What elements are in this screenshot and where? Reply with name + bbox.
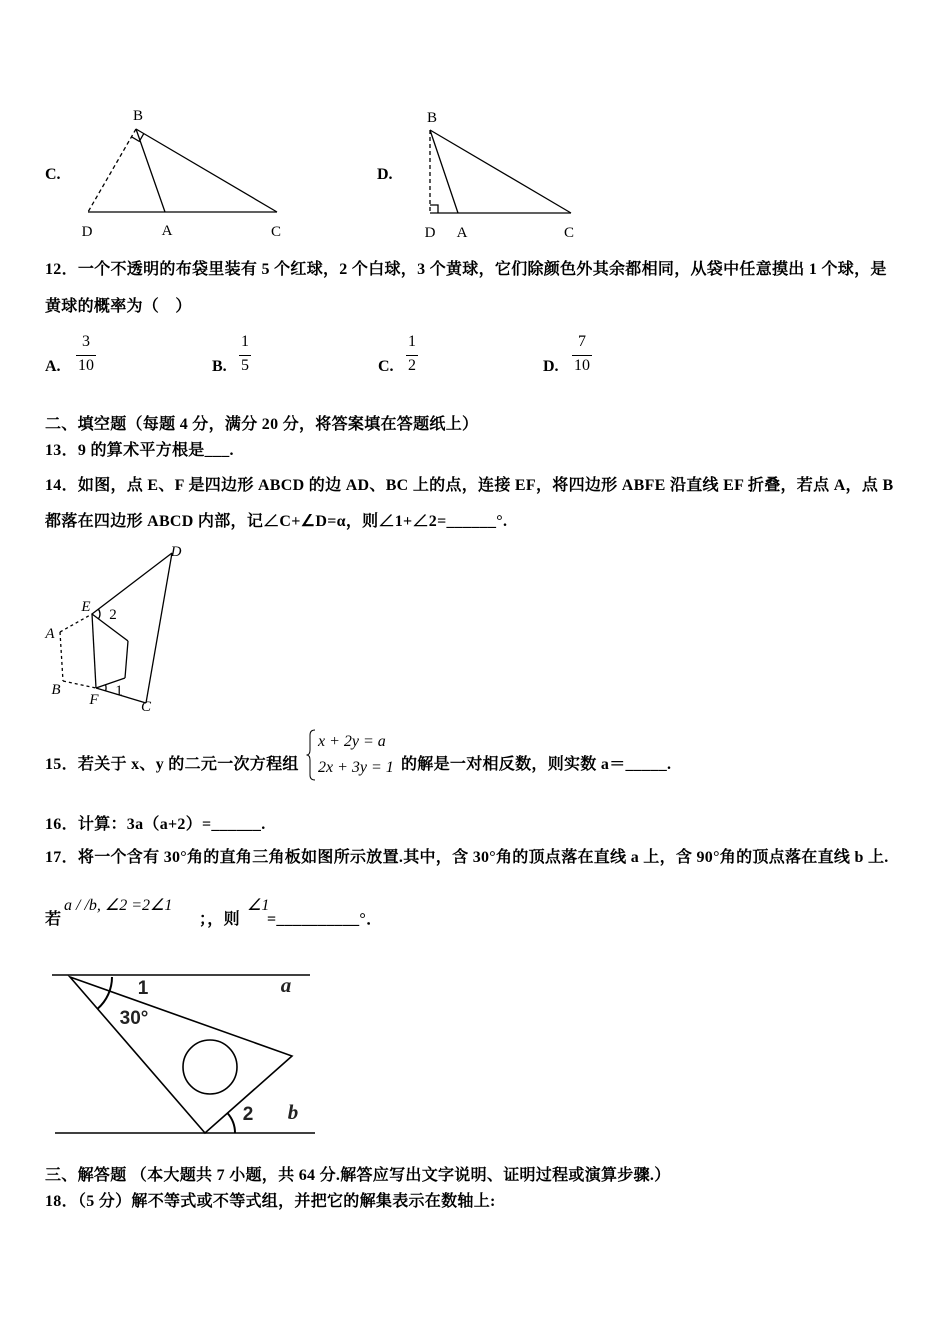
angle-2-arc	[98, 609, 100, 619]
numerator: 1	[408, 333, 416, 350]
angle-1-label: 1	[115, 683, 123, 699]
equation-2: 2x + 3y = 1	[318, 759, 394, 776]
segment-a-b-folded	[125, 641, 128, 678]
question-12-line-2: 黄球的概率为（ ）	[45, 298, 192, 315]
angle-2-label: 2	[109, 607, 117, 623]
option-d-figure	[415, 100, 590, 245]
point-f-label: F	[89, 692, 99, 708]
q12-option-b-label: B.	[212, 358, 227, 375]
segment-ab-dashed	[60, 632, 63, 681]
point-a-label: A	[161, 223, 173, 239]
question-17-figure	[45, 960, 325, 1145]
q12-option-a-fraction	[76, 332, 96, 376]
q12-option-c-label: C.	[378, 358, 394, 375]
question-15-prefix: 15．若关于 x、y 的二元一次方程组	[45, 756, 299, 773]
point-c-label: C	[563, 225, 575, 241]
segment-bd-dashed	[88, 129, 136, 212]
q12-option-c-fraction	[406, 332, 418, 376]
segment-ba	[136, 129, 165, 212]
segment-bc	[430, 130, 571, 213]
denominator: 5	[241, 357, 249, 374]
segment-dc	[146, 553, 172, 703]
segment-ef	[92, 614, 96, 688]
option-d-label: D.	[377, 166, 393, 183]
left-brace-icon	[306, 729, 316, 781]
question-17-prefix: 若	[45, 911, 62, 928]
question-16: 16．计算：3a（a+2）=______.	[45, 816, 266, 833]
option-c-figure	[75, 100, 295, 245]
ruler-hole	[183, 1040, 237, 1094]
q12-option-d-label: D.	[543, 358, 559, 375]
angle-1-arc	[98, 977, 112, 1009]
question-17-line-1: 17．将一个含有 30°角的直角三角板如图所示放置.其中，含 30°角的顶点落在直线 a 上，含 90°角的顶点落在直线 b 上.	[45, 849, 889, 866]
numerator: 3	[82, 333, 90, 350]
question-12-line-1: 12．一个不透明的布袋里装有 5 个红球，2 个白球，3 个黄球，它们除颜色外其余都相同，从袋中任意摸出 1 个球，是	[45, 261, 887, 278]
point-b-label: B	[132, 108, 144, 124]
question-13: 13．9 的算术平方根是___.	[45, 442, 234, 459]
angle-1-label: 1	[137, 978, 149, 999]
point-d-label: D	[81, 224, 93, 240]
question-17-suffix: =__________°．	[267, 911, 383, 928]
segment-bc	[136, 129, 277, 212]
point-b-label: B	[51, 682, 61, 698]
numerator: 7	[578, 333, 586, 350]
denominator: 10	[574, 357, 590, 374]
question-14-line-1: 14．如图，点 E、F 是四边形 ABCD 的边 AD、BC 上的点，连接 EF，将四边形 ABFE 沿直线 EF 折叠，若点 A，点 B	[45, 477, 894, 494]
question-14-figure	[40, 540, 190, 720]
line-a-label: a	[280, 973, 292, 997]
q12-option-d-fraction	[572, 332, 592, 376]
point-d-label: D	[170, 544, 182, 560]
question-14-line-2: 都落在四边形 ABCD 内部，记∠C+∠D=α，则∠1+∠2=______°.	[45, 513, 508, 530]
point-a-label: A	[456, 225, 468, 241]
point-c-label: C	[270, 224, 282, 240]
question-17-middle: ；，则	[199, 911, 240, 928]
section-2-title: 二、填空题（每题 4 分，满分 20 分，将答案填在答题纸上）	[45, 416, 479, 433]
question-17-angle: ∠1	[247, 897, 270, 914]
equation-1: x + 2y = a	[318, 733, 386, 750]
question-18: 18．（5 分）解不等式或不等式组，并把它的解集表示在数轴上:	[45, 1193, 496, 1210]
point-a-label: A	[45, 626, 55, 642]
right-angle-mark	[430, 205, 438, 213]
segment-bf-dashed	[63, 681, 96, 688]
point-e-label: E	[81, 599, 91, 615]
angle-2-arc	[228, 1113, 236, 1133]
denominator: 2	[408, 357, 416, 374]
segment-ed	[92, 553, 172, 614]
equation-system	[306, 729, 394, 781]
line-b-label: b	[287, 1100, 299, 1124]
q12-option-b-fraction	[239, 332, 251, 376]
point-b-label: B	[426, 110, 438, 126]
point-d-label: D	[424, 225, 436, 241]
angle-2-label: 2	[242, 1104, 254, 1125]
question-17-condition: a / /b, ∠2 =2∠1	[64, 897, 173, 914]
angle-30-label: 30°	[119, 1008, 149, 1029]
triangle-ruler	[70, 977, 292, 1133]
angle-1-arc	[106, 685, 107, 691]
denominator: 10	[78, 357, 94, 374]
equation-lines	[318, 729, 394, 781]
option-c-label: C.	[45, 166, 61, 183]
numerator: 1	[241, 333, 249, 350]
section-3-title: 三、解答题 （本大题共 7 小题，共 64 分.解答应写出文字说明、证明过程或演算步骤.）	[45, 1167, 671, 1184]
segment-ae-dashed	[60, 614, 92, 632]
segment-ba	[430, 130, 458, 213]
question-15-suffix: 的解是一对相反数，则实数 a＝_____.	[401, 756, 672, 773]
point-c-label: C	[140, 699, 152, 715]
q12-option-a-label: A.	[45, 358, 61, 375]
